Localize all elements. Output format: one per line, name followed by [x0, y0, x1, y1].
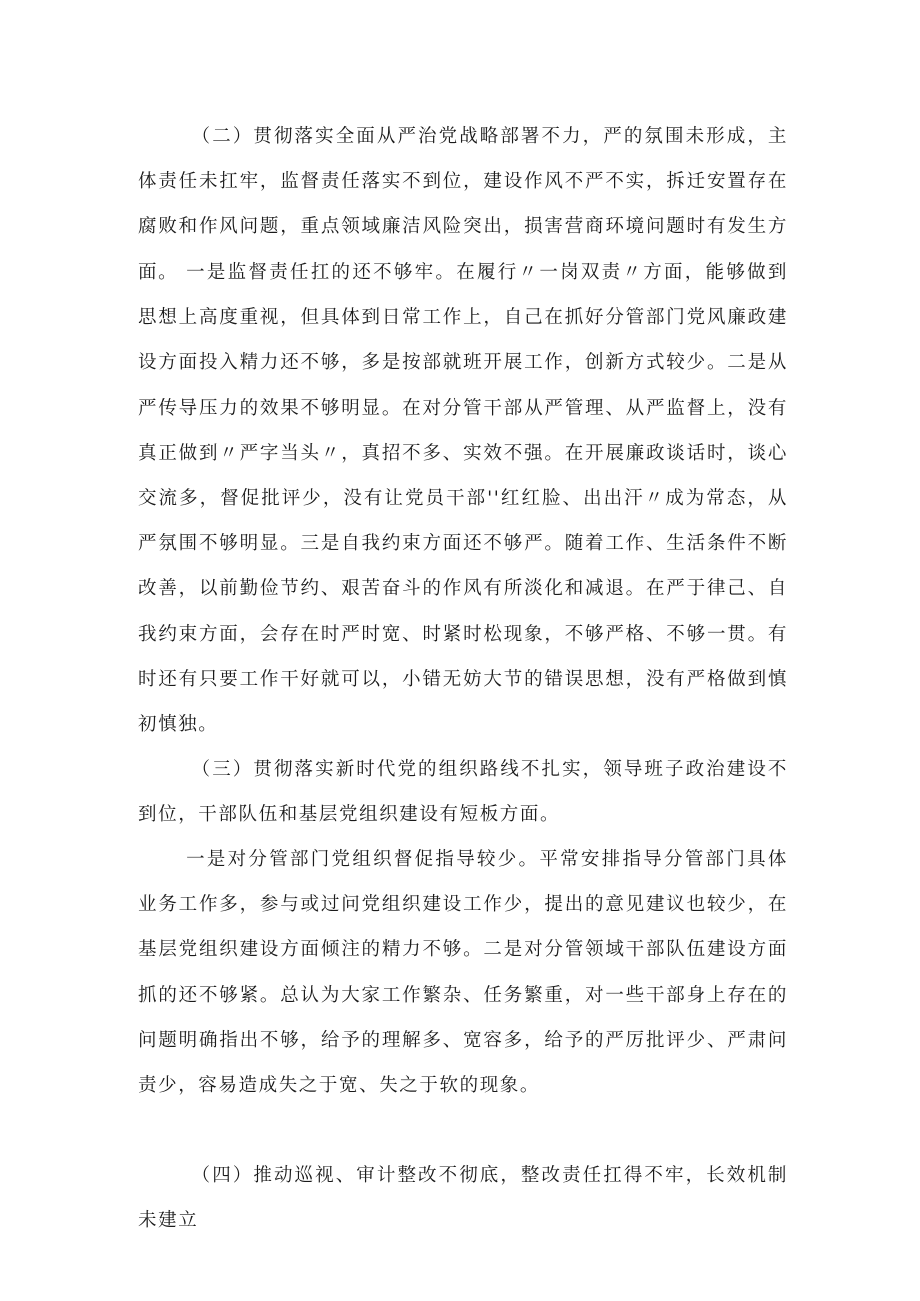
- section-two-heading: （二）贯彻落实全面从严治党战略部署不力，严的氛围未形成，主体责任未扛牢，监督责任落实不到位，建设作风不严不实，拆迁安置存在腐败和作风问题，重点领域廉洁风险突出，损害营商环境问题时有发生方面。: [138, 126, 788, 283]
- section-three-heading: （三）贯彻落实新时代党的组织路线不扎实，领导班子政治建设不到位，干部队伍和基层党组织建设有短板方面。: [138, 759, 788, 826]
- section-three-body: 一是对分管部门党组织督促指导较少。平常安排指导分管部门具体业务工作多，参与或过问党组织建设工作少，提出的意见建议也较少，在基层党组织建设方面倾注的精力不够。二是对分管领域干部队伍建设方面抓的还不够紧。总认为大家工作繁杂、任务繁重，对一些干部身上存在的问题明确指出不够，给予的理解多、宽容多，给予的严厉批评少、严肃问责少，容易造成失之于宽、失之于软的现象。: [138, 849, 788, 1097]
- section-two-body: 一是监督责任扛的还不够牢。在履行〃一岗双责〃方面，能够做到思想上高度重视，但具体到日常工作上，自己在抓好分管部门党风廉政建设方面投入精力还不够，多是按部就班开展工作，创新方式较少。二是从严传导压力的效果不够明显。在对分管干部从严管理、从严监督上，没有真正做到〃严字当头〃，真招不多、实效不强。在开展廉政谈话时，谈心交流多，督促批评少，没有让党员干部''红红脸、出出汗〃成为常态，从严氛围不够明显。三是自我约束方面还不够严。随着工作、生活条件不断改善，以前勤俭节约、艰苦奋斗的作风有所淡化和减退。在严于律己、自我约束方面，会存在时严时宽、时紧时松现象，不够严格、不够一贯。有时还有只要工作干好就可以，小错无妨大节的错误思想，没有严格做到慎初慎独。: [138, 262, 788, 736]
- section-four-heading: （四）推动巡视、审计整改不彻底，整改责任扛得不牢，长效机制未建立: [138, 1165, 788, 1232]
